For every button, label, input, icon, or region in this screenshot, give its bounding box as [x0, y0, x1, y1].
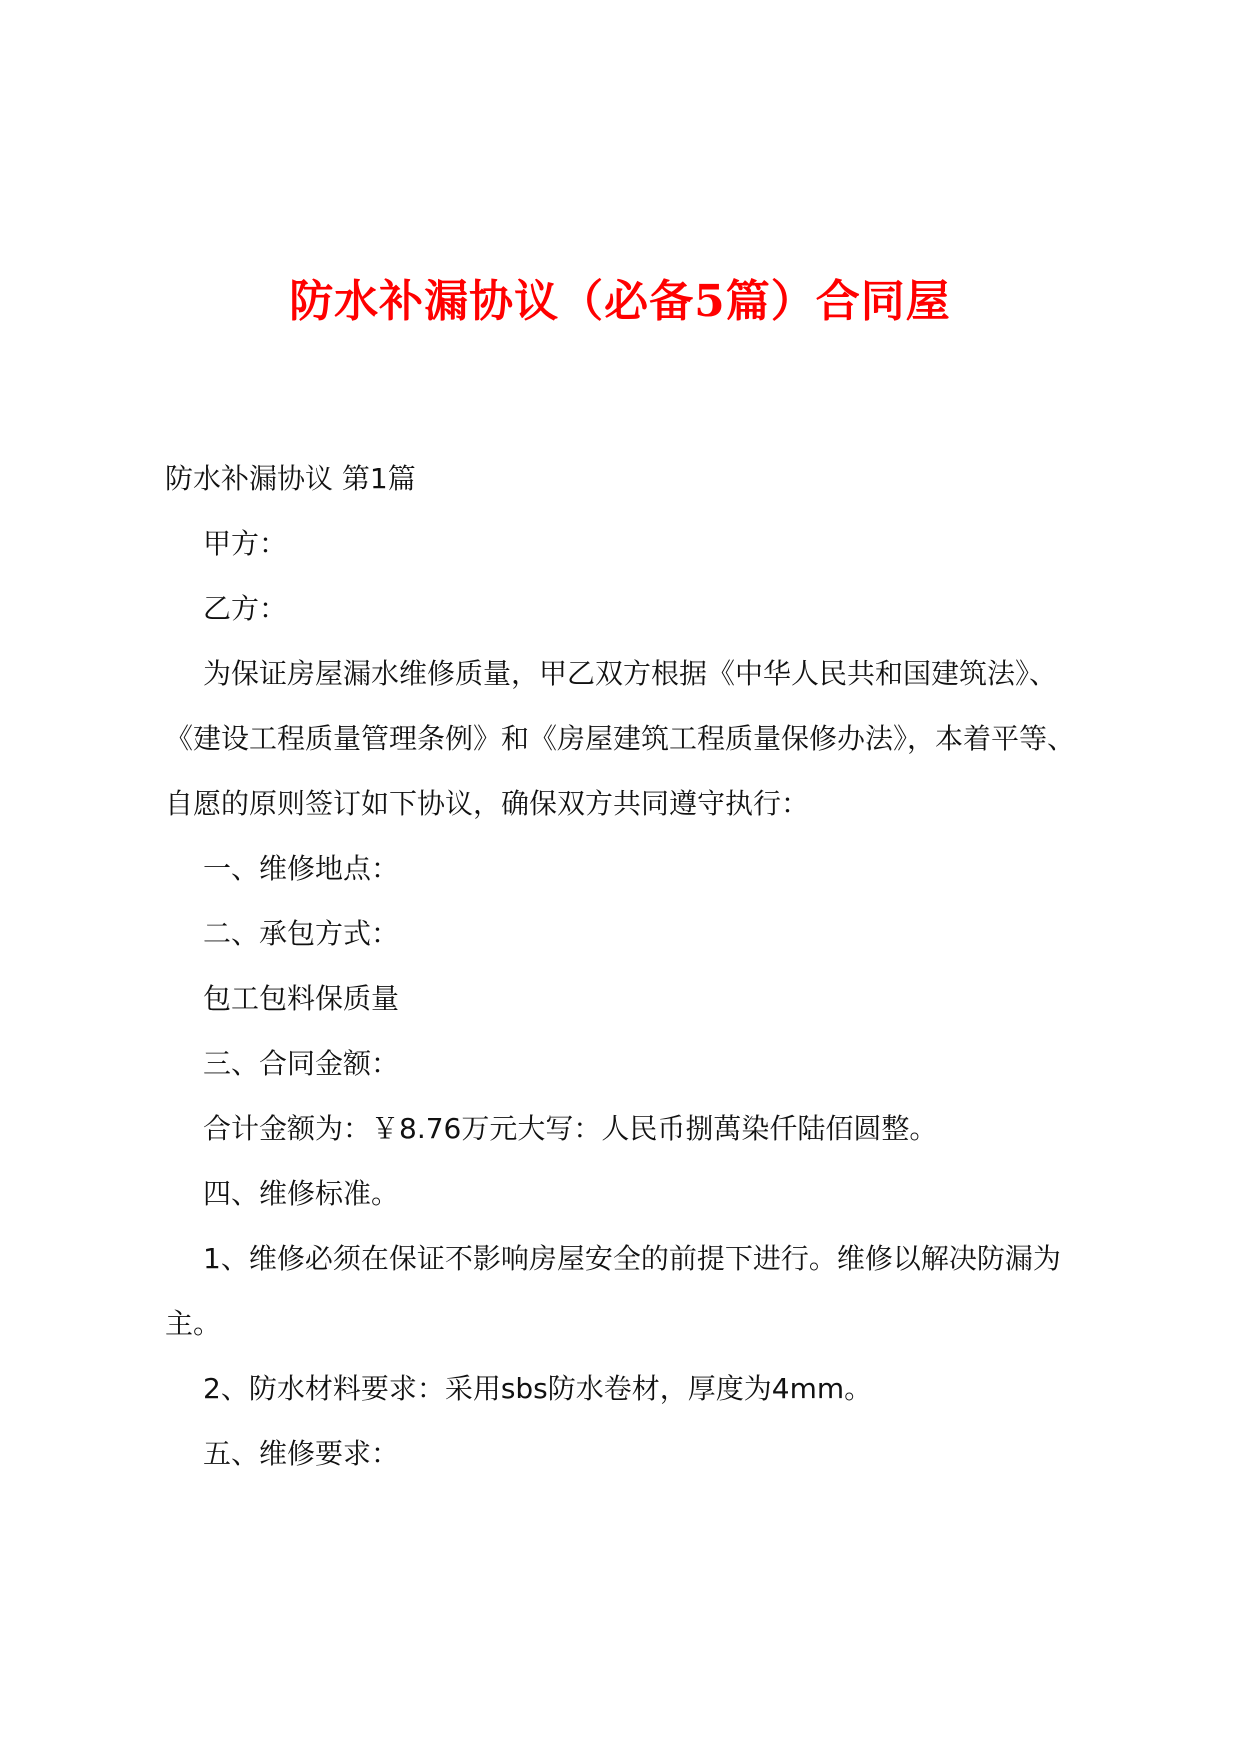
clause-contract-amount: 三、合同金额： — [203, 1047, 400, 1080]
clause-repair-requirements: 五、维修要求： — [203, 1437, 400, 1470]
preamble-paragraph: 为保证房屋漏水维修质量，甲乙双方根据《中华人民共和国建筑法》、《建设工程质量管理条例》和《房屋建筑工程质量保修办法》，本着平等、自愿的原则签订如下协议，确保双方共同遵守执行： — [165, 657, 1076, 820]
standard-item-1: 1、维修必须在保证不影响房屋安全的前提下进行。维修以解决防漏为主。 — [165, 1242, 1061, 1340]
party-a-line: 甲方： — [203, 527, 288, 560]
contract-amount-detail: 合计金额为：￥8.76万元大写：人民币捌萬染仟陆佰圆整。 — [203, 1112, 938, 1145]
party-b-line: 乙方： — [203, 592, 288, 625]
contract-method-detail: 包工包料保质量 — [203, 982, 400, 1015]
clause-repair-location: 一、维修地点： — [203, 852, 400, 885]
section-heading: 防水补漏协议 第1篇 — [165, 462, 416, 495]
standard-item-2: 2、防水材料要求：采用sbs防水卷材，厚度为4mm。 — [203, 1372, 873, 1405]
document-body — [165, 446, 1095, 1486]
document-title: 防水补漏协议（必备5篇）合同屋 — [289, 276, 951, 327]
clause-repair-standard: 四、维修标准。 — [203, 1177, 400, 1210]
clause-contract-method: 二、承包方式： — [203, 917, 400, 950]
